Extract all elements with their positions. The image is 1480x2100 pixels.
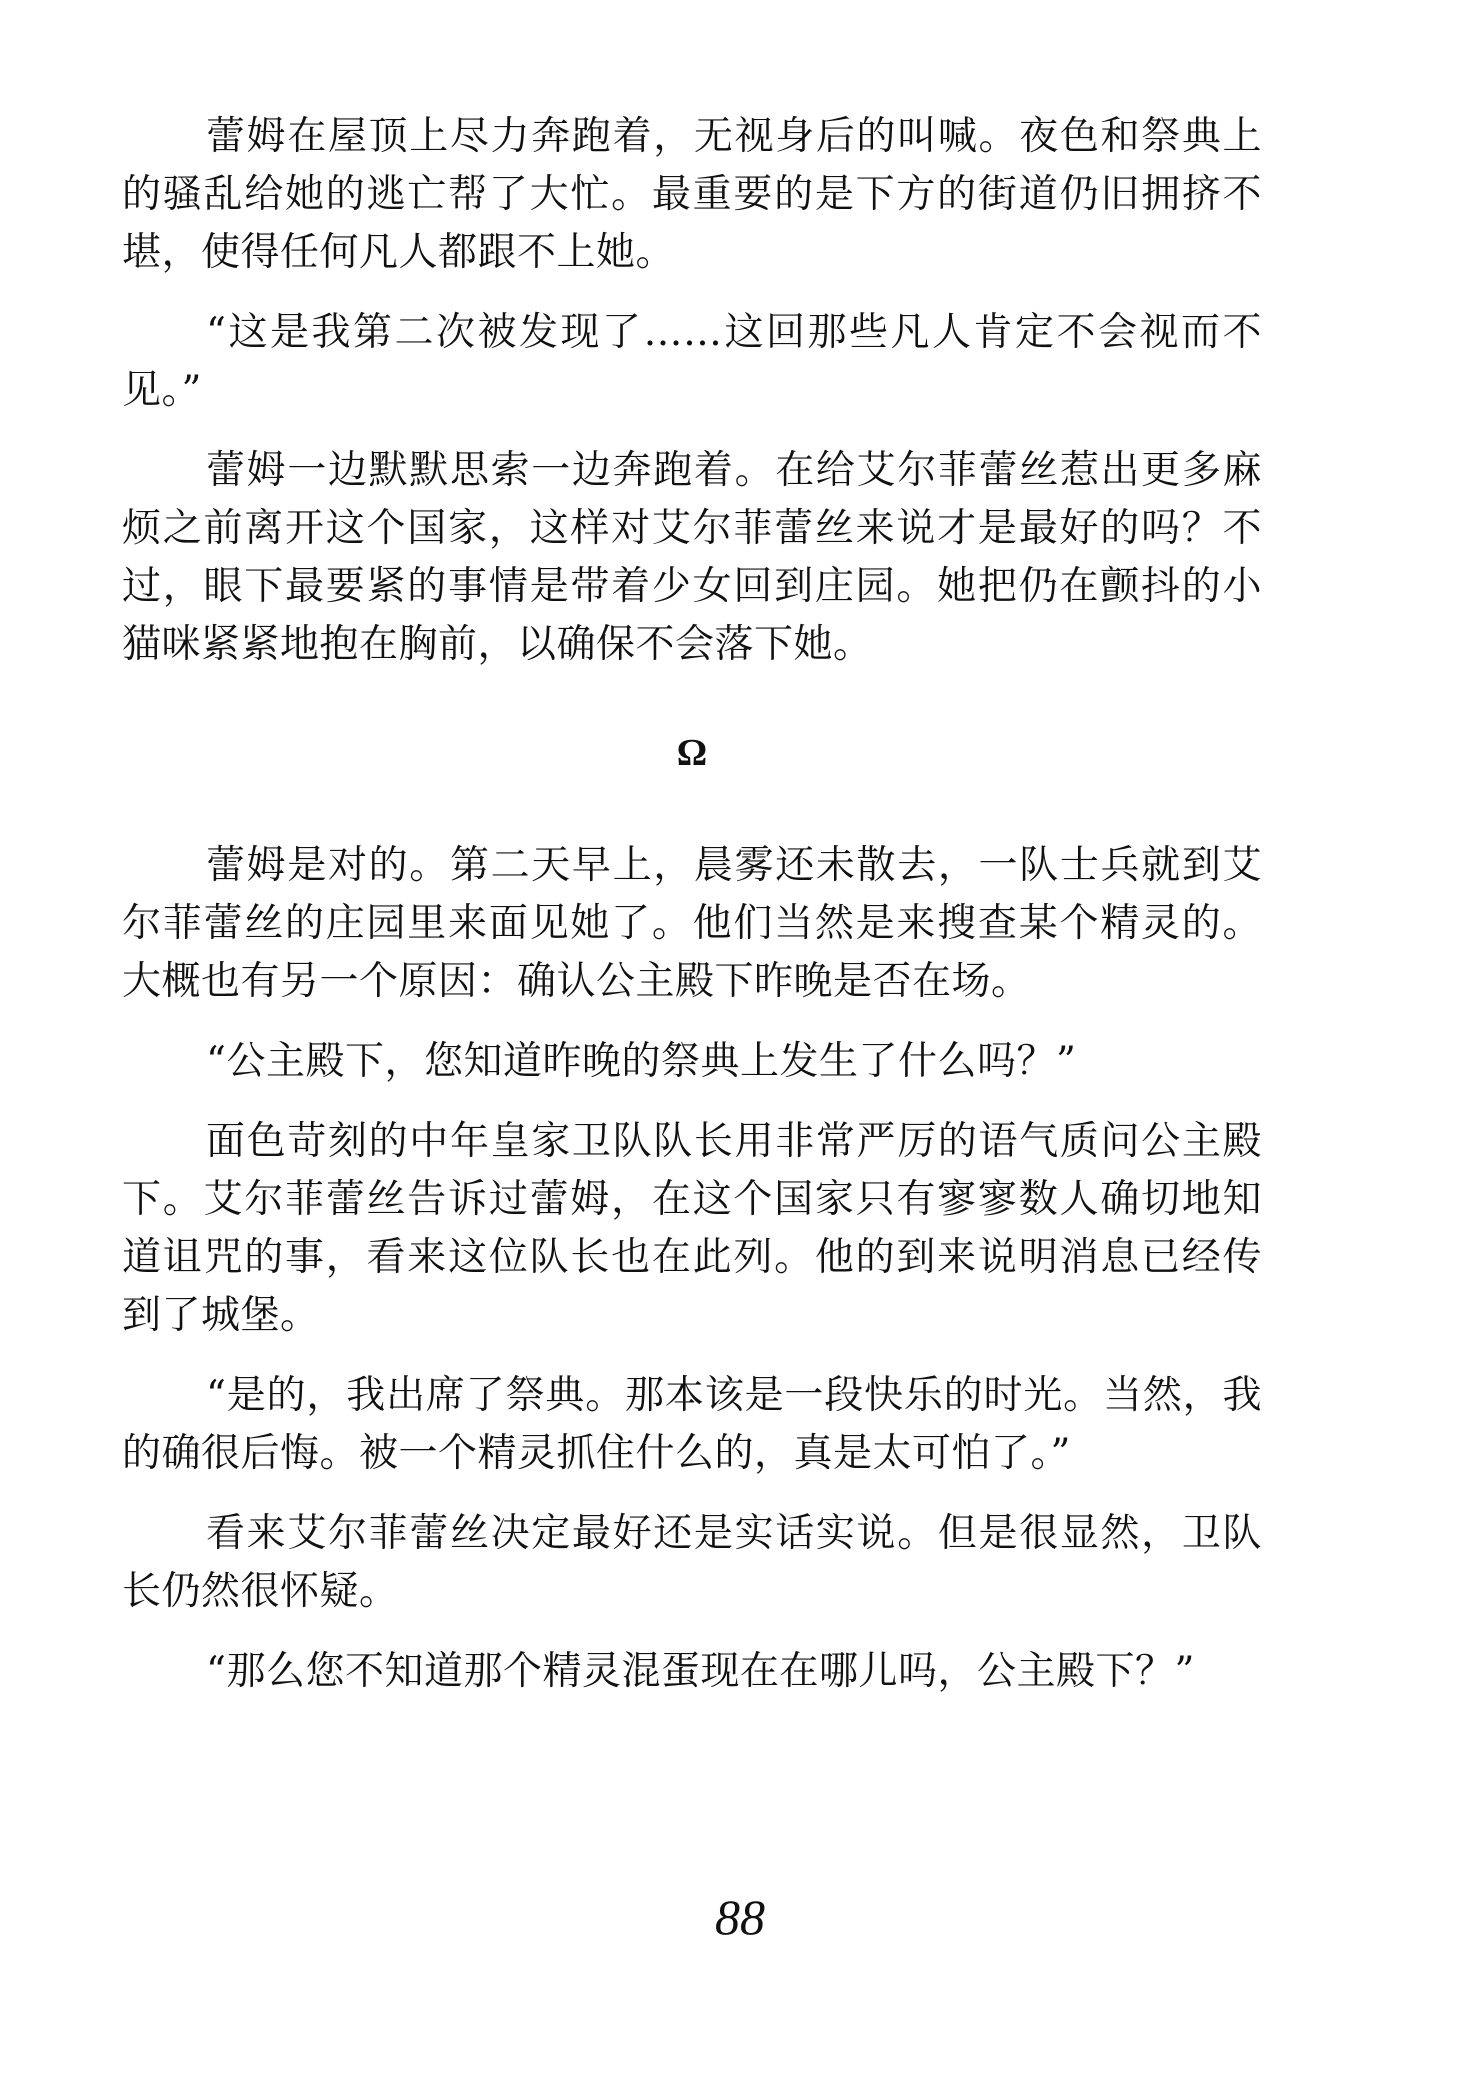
paragraph-7: “是的，我出席了祭典。那本该是一段快乐的时光。当然，我的确很后悔。被一个精灵抓住什么的，真是太可怕了。” [122,1373,1262,1476]
book-page [122,108,1262,1723]
section-break-omega: Ω [676,732,708,774]
paragraph-1: 蕾姆在屋顶上尽力奔跑着，无视身后的叫喊。夜色和祭典上的骚乱给她的逃亡帮了大忙。最重要的是下方的街道仍旧拥挤不堪，使得任何凡人都跟不上她。 [122,114,1262,275]
paragraph-2: “这是我第二次被发现了……这回那些凡人肯定不会视而不见。” [122,310,1262,413]
paragraph-8: 看来艾尔菲蕾丝决定最好还是实话实说。但是很显然，卫队长仍然很怀疑。 [122,1511,1262,1614]
paragraph-3: 蕾姆一边默默思索一边奔跑着。在给艾尔菲蕾丝惹出更多麻烦之前离开这个国家，这样对艾尔菲蕾丝来说才是最好的吗？不过，眼下最要紧的事情是带着少女回到庄园。她把仍在颤抖的小猫咪紧紧地抱在胸前，以确保不会落下她。 [122,448,1262,667]
paragraph-5: “公主殿下，您知道昨晚的祭典上发生了什么吗？” [206,1039,1077,1084]
paragraph-6: 面色苛刻的中年皇家卫队队长用非常严厉的语气质问公主殿下。艾尔菲蕾丝告诉过蕾姆，在这个国家只有寥寥数人确切地知道诅咒的事，看来这位队长也在此列。他的到来说明消息已经传到了城堡。 [122,1119,1262,1338]
paragraph-9: “那么您不知道那个精灵混蛋现在在哪儿吗，公主殿下？” [206,1649,1195,1694]
paragraph-4: 蕾姆是对的。第二天早上，晨雾还未散去，一队士兵就到艾尔菲蕾丝的庄园里来面见她了。他们当然是来搜查某个精灵的。大概也有另一个原因：确认公主殿下昨晚是否在场。 [122,843,1262,1004]
page-number: 88 [715,1889,765,1945]
